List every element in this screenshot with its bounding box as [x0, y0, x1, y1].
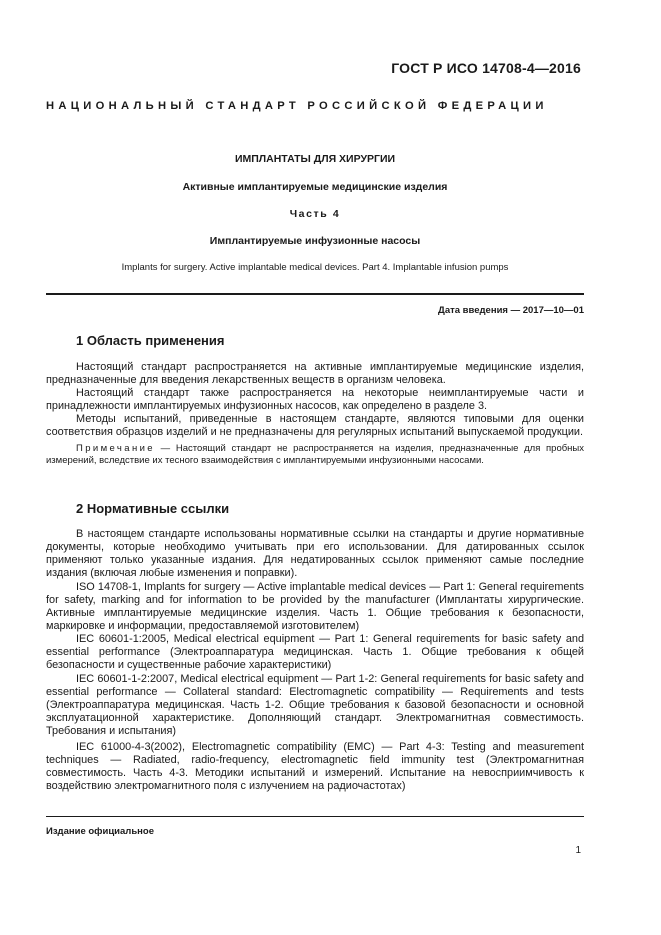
section-1-paragraph: Методы испытаний, приведенные в настоящем стандарте, являются типовыми для оценки соответствия образцов изделий и не предназначены для регулярных испытаний выпускаемой продукции.: [46, 413, 584, 438]
edition-label: Издание официальное: [46, 826, 154, 837]
english-title: Implants for surgery. Active implantable medical devices. Part 4. Implantable infusion pumps: [121, 262, 509, 273]
reference-iec-60601-1-2: IEC 60601-1-2:2007, Medical electrical equipment — Part 1-2: General requirements for basic safety and essential performance — Collateral standard: Electromagnetic compatibility — Requirements and tests (Электроаппаратура медицинская. Часть 1-2. Общие требования к базовой безопасности и основной эксплуатационной характеристике. Дополняющий стандарт. Электромагнитная совместимость. Требования и испытания): [46, 673, 584, 737]
section-1-heading: 1 Область применения: [76, 333, 225, 348]
document-subtitle: Активные имплантируемые медицинские изделия: [182, 181, 448, 193]
section-1-paragraph: Настоящий стандарт также распространяется на некоторые неимплантируемые части и принадлежности имплантируемых инфузионных насосов, как определено в разделе 3.: [46, 387, 584, 412]
footer-divider: [46, 816, 584, 817]
national-standard-heading: НАЦИОНАЛЬНЫЙ СТАНДАРТ РОССИЙСКОЙ ФЕДЕРАЦИИ: [46, 100, 548, 112]
reference-iec-61000-4-3: IEC 61000-4-3(2002), Electromagnetic compatibility (EMC) — Part 4-3: Testing and measurement techniques — Radiated, radio-frequency, electromagnetic field immunity test (Электромагнитная совместимость. Часть 4-3. Методики испытаний и измерений. Испытание на невосприимчивость к воздействию электромагнитного поля с излучением на радиочастотах): [46, 741, 584, 792]
reference-iec-60601-1: IEC 60601-1:2005, Medical electrical equipment — Part 1: General requirements for basic safety and essential performance (Электроаппаратура медицинская. Часть 1. Общие требования к общей безопасности и существенные рабочие характеристики): [46, 633, 584, 671]
standard-number: ГОСТ Р ИСО 14708-4—2016: [391, 60, 581, 76]
section-2-paragraph: В настоящем стандарте использованы нормативные ссылки на стандарты и другие нормативные документы, которые необходимо учитывать при его использовании. Для датированных ссылок применяют только указанные издания. Для недатированных ссылок применяют самые последние издания (включая любые изменения и поправки).: [46, 528, 584, 579]
part-title: Имплантируемые инфузионные насосы: [209, 235, 421, 247]
title-divider: [46, 293, 584, 295]
section-2-heading: 2 Нормативные ссылки: [76, 501, 230, 516]
section-1-note: [46, 443, 584, 467]
part-label: Часть 4: [289, 208, 341, 220]
note-text: — Настоящий стандарт не распространяется на изделия, предназначенные для пробных измерений, вследствие их тесного взаимодействия с имплантируемыми инфузионными насосами.: [46, 443, 584, 466]
introduction-date: Дата введения — 2017—10—01: [438, 305, 584, 316]
reference-iso-14708-1: ISO 14708-1, Implants for surgery — Active implantable medical devices — Part 1: General requirements for safety, marking and for information to be provided by the manufacturer (Имплантаты хирургические. Активные имплантируемые медицинские изделия. Часть 1. Общие требования к безопасности, маркировке и информации, предоставляемой изготовителем): [46, 581, 584, 632]
note-label: Примечание: [76, 443, 155, 454]
page-number: 1: [575, 845, 581, 856]
section-1-paragraph: Настоящий стандарт распространяется на активные имплантируемые медицинские изделия, предназначенные для введения лекарственных веществ в организм человека.: [46, 361, 584, 386]
document-title: ИМПЛАНТАТЫ ДЛЯ ХИРУРГИИ: [234, 153, 396, 165]
